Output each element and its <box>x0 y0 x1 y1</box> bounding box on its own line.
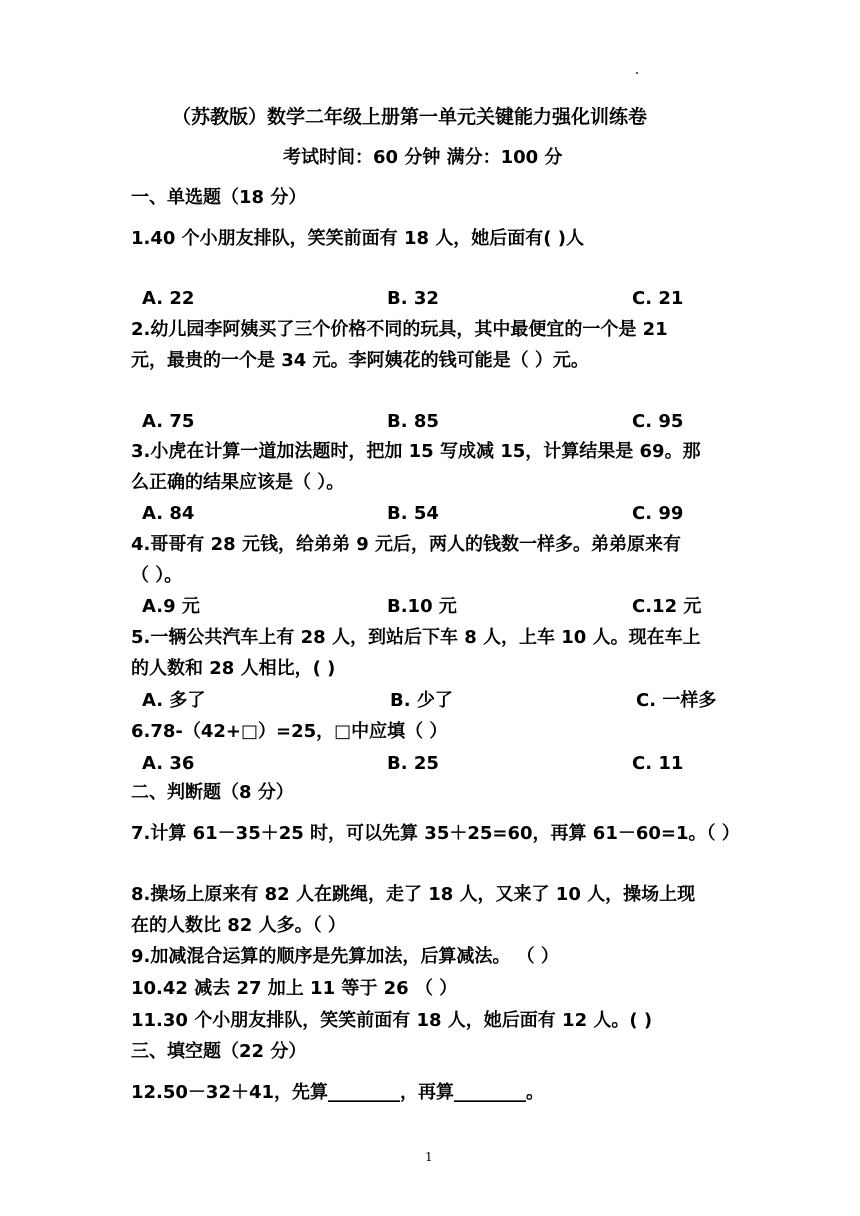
question-5-option-a: A. 多了 <box>142 690 206 711</box>
question-2-text-line2: 元，最贵的一个是 34 元。李阿姨花的钱可能是（ ）元。 <box>131 350 589 371</box>
page-number: 1 <box>425 1150 433 1164</box>
question-4-text-line1: 4.哥哥有 28 元钱，给弟弟 9 元后，两人的钱数一样多。弟弟原来有 <box>131 534 681 555</box>
question-4-option-a: A.9 元 <box>142 596 200 617</box>
question-1-text: 1.40 个小朋友排队，笑笑前面有 18 人，她后面有( )人 <box>131 228 584 249</box>
exam-info: 考试时间：60 分钟 满分：100 分 <box>283 147 563 168</box>
question-6-text: 6.78-（42+□）=25，□中应填（ ） <box>131 721 448 742</box>
question-12-text: 12.50－32＋41，先算________，再算________。 <box>131 1082 545 1103</box>
document-title: （苏教版）数学二年级上册第一单元关键能力强化训练卷 <box>172 106 648 128</box>
question-4-text-line2: （ ）。 <box>131 565 183 586</box>
question-3-option-a: A. 84 <box>142 503 195 524</box>
question-5-option-c: C. 一样多 <box>636 690 717 711</box>
section-heading-true-false: 二、判断题（8 分） <box>131 782 294 803</box>
question-6-option-a: A. 36 <box>142 753 195 774</box>
question-1-option-a: A. 22 <box>142 288 195 309</box>
question-4-option-b: B.10 元 <box>387 596 457 617</box>
question-3-text-line2: 么正确的结果应该是（ ）。 <box>131 472 345 493</box>
question-2-text-line1: 2.幼儿园李阿姨买了三个价格不同的玩具，其中最便宜的一个是 21 <box>131 319 668 340</box>
question-1-option-b: B. 32 <box>387 288 439 309</box>
question-9-text: 9.加减混合运算的顺序是先算加法，后算减法。 （ ） <box>131 946 559 967</box>
question-8-text-line2: 在的人数比 82 人多。（ ） <box>131 915 346 936</box>
question-3-text-line1: 3.小虎在计算一道加法题时，把加 15 写成减 15，计算结果是 69。那 <box>131 441 701 462</box>
question-11-text: 11.30 个小朋友排队，笑笑前面有 18 人，她后面有 12 人。( ) <box>131 1010 653 1031</box>
question-2-option-b: B. 85 <box>387 411 439 432</box>
question-5-text-line1: 5.一辆公共汽车上有 28 人，到站后下车 8 人，上车 10 人。现在车上 <box>131 627 701 648</box>
scan-dot <box>636 72 638 74</box>
question-6-option-c: C. 11 <box>632 753 684 774</box>
question-3-option-b: B. 54 <box>387 503 439 524</box>
section-heading-fill-in: 三、填空题（22 分） <box>131 1041 307 1062</box>
question-8-text-line1: 8.操场上原来有 82 人在跳绳，走了 18 人，又来了 10 人，操场上现 <box>131 884 696 905</box>
question-2-option-a: A. 75 <box>142 411 195 432</box>
question-6-option-b: B. 25 <box>387 753 439 774</box>
question-5-text-line2: 的人数和 28 人相比，( ) <box>131 658 336 679</box>
question-7-text: 7.计算 61－35＋25 时，可以先算 35＋25=60，再算 61－60=1。（ ） <box>131 823 740 844</box>
question-4-option-c: C.12 元 <box>632 596 702 617</box>
question-3-option-c: C. 99 <box>632 503 684 524</box>
section-heading-single-choice: 一、单选题（18 分） <box>131 187 307 208</box>
question-2-option-c: C. 95 <box>632 411 684 432</box>
question-10-text: 10.42 减去 27 加上 11 等于 26 （ ） <box>131 978 458 999</box>
question-1-option-c: C. 21 <box>632 288 684 309</box>
question-5-option-b: B. 少了 <box>390 690 453 711</box>
